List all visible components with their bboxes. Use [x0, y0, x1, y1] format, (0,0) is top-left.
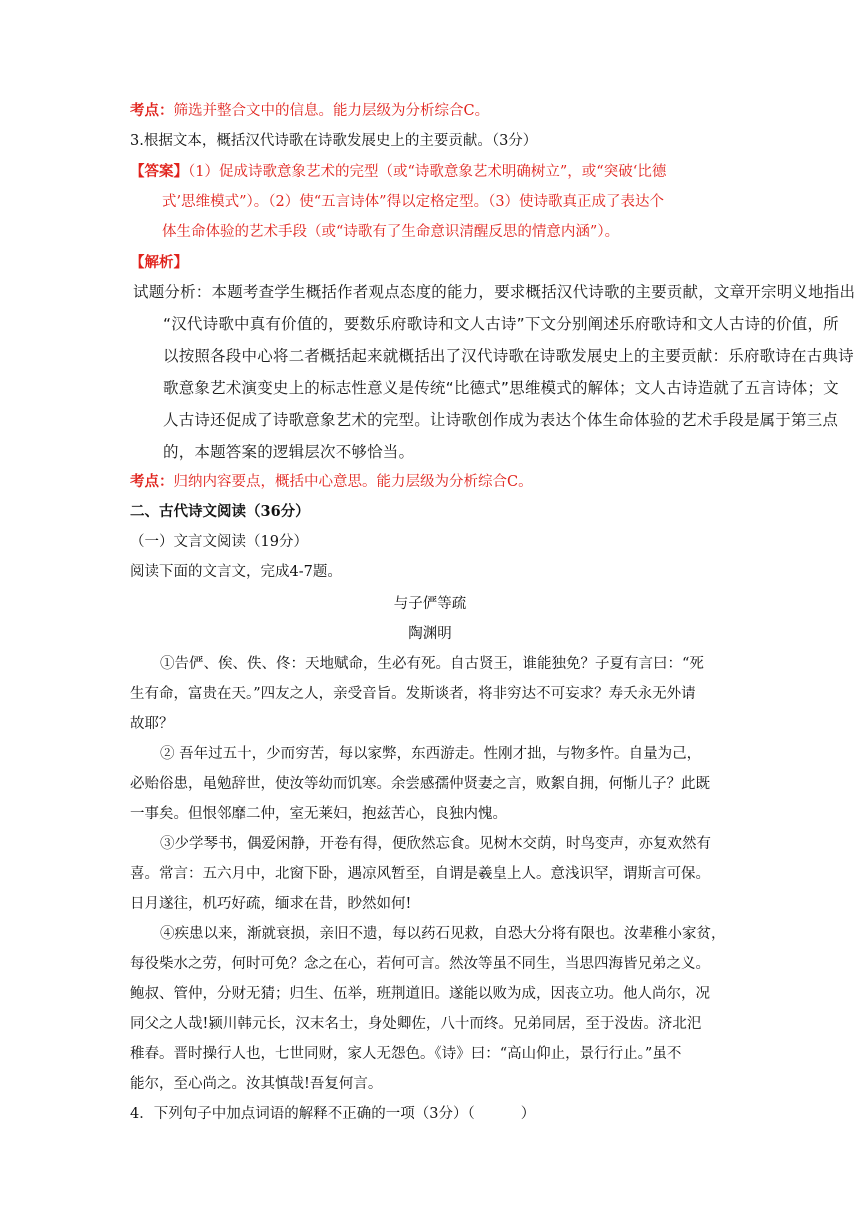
paragraph-2-line-3: 一事矣。但恨邻靡二仲，室无莱妇，抱兹苦心，良独内愧。: [130, 806, 507, 822]
kaodian-line-1: [130, 101, 489, 121]
paragraph-3-line-1: ③少学琴书，偶爱闲静，开卷有得，便欣然忘食。见树木交荫，时鸟变声，亦复欢然有: [160, 836, 711, 852]
answer-text-1: （1）促成诗歌意象艺术的完型（或“诗歌意象艺术明确树立”，或“突破‘比德: [188, 164, 667, 180]
answer-line-3: 体生命体验的艺术手段（或“诗歌有了生命意识清醒反思的情意内涵”）。: [162, 224, 620, 240]
paragraph-3-line-3: 日月遂往，机巧好疏，缅求在昔，眇然如何!: [130, 896, 412, 912]
kaodian-line-2: [130, 472, 533, 492]
paragraph-1-line-2: 生有命，富贵在天。”四友之人，亲受音旨。发斯谈者，将非穷达不可妄求？寿夭永无外请: [130, 686, 696, 702]
paragraph-2-line-2: 必贻俗患，黾勉辞世，使汝等幼而饥寒。余尝感孺仲贤妻之言，败絮自拥，何惭儿子？此既: [130, 776, 710, 792]
paragraph-4-line-5: 稚春。晋时操行人也，七世同财，家人无怨色。《诗》曰：“高山仰止，景行行止。”虽不: [130, 1046, 682, 1062]
reading-instruction: 阅读下面的文言文，完成4-7题。: [130, 564, 342, 580]
paragraph-4-line-2: 每役柴水之劳，何时可免？念之在心，若何可言。然汝等虽不同生，当思四海皆兄弟之义。: [130, 956, 710, 972]
analysis-line-2: “汉代诗歌中真有价值的，要数乐府歌诗和文人古诗”下文分别阐述乐府歌诗和文人古诗的价值，所: [163, 315, 839, 333]
analysis-line-6: 的，本题答案的逻辑层次不够恰当。: [163, 443, 415, 461]
paragraph-4-line-4: 同父之人哉!颍川韩元长，汉末名士，身处卿佐，八十而终。兄弟同居，至于没齿。济北汜: [130, 1016, 702, 1032]
answer-label: 【答案】: [130, 163, 188, 180]
text-title: 与子俨等疏: [393, 596, 467, 612]
paragraph-4-line-1: ④疾患以来，渐就衰损，亲旧不遗，每以药石见救，自恐大分将有限也。汝辈稚小家贫，: [160, 926, 726, 942]
question-3: 3.根据文本，概括汉代诗歌在诗歌发展史上的主要贡献。（3分）: [130, 133, 538, 149]
question-4: [130, 1104, 535, 1124]
analysis-label: 【解析】: [130, 254, 188, 271]
text-author: 陶渊明: [408, 626, 452, 642]
question-4-close: ）: [520, 1106, 536, 1122]
kaodian-text: 筛选并整合文中的信息。能力层级为分析综合C。: [173, 103, 490, 119]
paragraph-1-line-3: 故耶？: [130, 716, 174, 732]
paragraph-4-line-6: 能尔，至心尚之。汝其慎哉!吾复何言。: [130, 1076, 383, 1092]
kaodian-label: 考点：: [130, 102, 174, 119]
paragraph-1-line-1: ①告俨、俟、佚、佟：天地赋命，生必有死。自古贤王，谁能独免？子夏有言曰：“死: [160, 656, 704, 672]
kaodian-text-2: 归纳内容要点，概括中心意思。能力层级为分析综合C。: [173, 474, 533, 490]
section-heading: 二、古代诗文阅读（36分）: [130, 503, 310, 520]
kaodian-label-2: 考点：: [130, 473, 174, 490]
answer-line-2: 式’思维模式”）。（2）使“五言诗体”得以定格定型。（3）使诗歌真正成了表达个: [162, 194, 665, 210]
paragraph-2-line-1: ② 吾年过五十，少而穷苦，每以家弊，东西游走。性刚才拙，与物多忤。自量为己，: [160, 746, 702, 762]
paragraph-4-line-3: 鲍叔、管仲，分财无猜；归生、伍举，班荆道旧。遂能以败为成，因丧立功。他人尚尔，况: [130, 986, 710, 1002]
analysis-line-4: 歌意象艺术演变史上的标志性意义是传统“比德式”思维模式的解体；文人古诗造就了五言诗体；文: [163, 379, 839, 397]
analysis-line-1: 试题分析：本题考查学生概括作者观点态度的能力，要求概括汉代诗歌的主要贡献，文章开宗明义地指出: [133, 283, 856, 301]
analysis-line-5: 人古诗还促成了诗歌意象艺术的完型。让诗歌创作成为表达个体生命体验的艺术手段是属于第三点: [163, 411, 839, 429]
subsection-heading: （一）文言文阅读（19分）: [130, 534, 308, 550]
answer-line-1: [130, 162, 666, 182]
analysis-line-3: 以按照各段中心将二者概括起来就概括出了汉代诗歌在诗歌发展史上的主要贡献：乐府歌诗在古典诗: [163, 347, 854, 365]
paragraph-3-line-2: 喜。常言：五六月中，北窗下卧，遇凉风暂至，自谓是羲皇上人。意浅识罕，谓斯言可保。: [130, 866, 710, 882]
question-4-text: 4．下列句子中加点词语的解释不正确的一项（3分）（: [130, 1106, 475, 1122]
